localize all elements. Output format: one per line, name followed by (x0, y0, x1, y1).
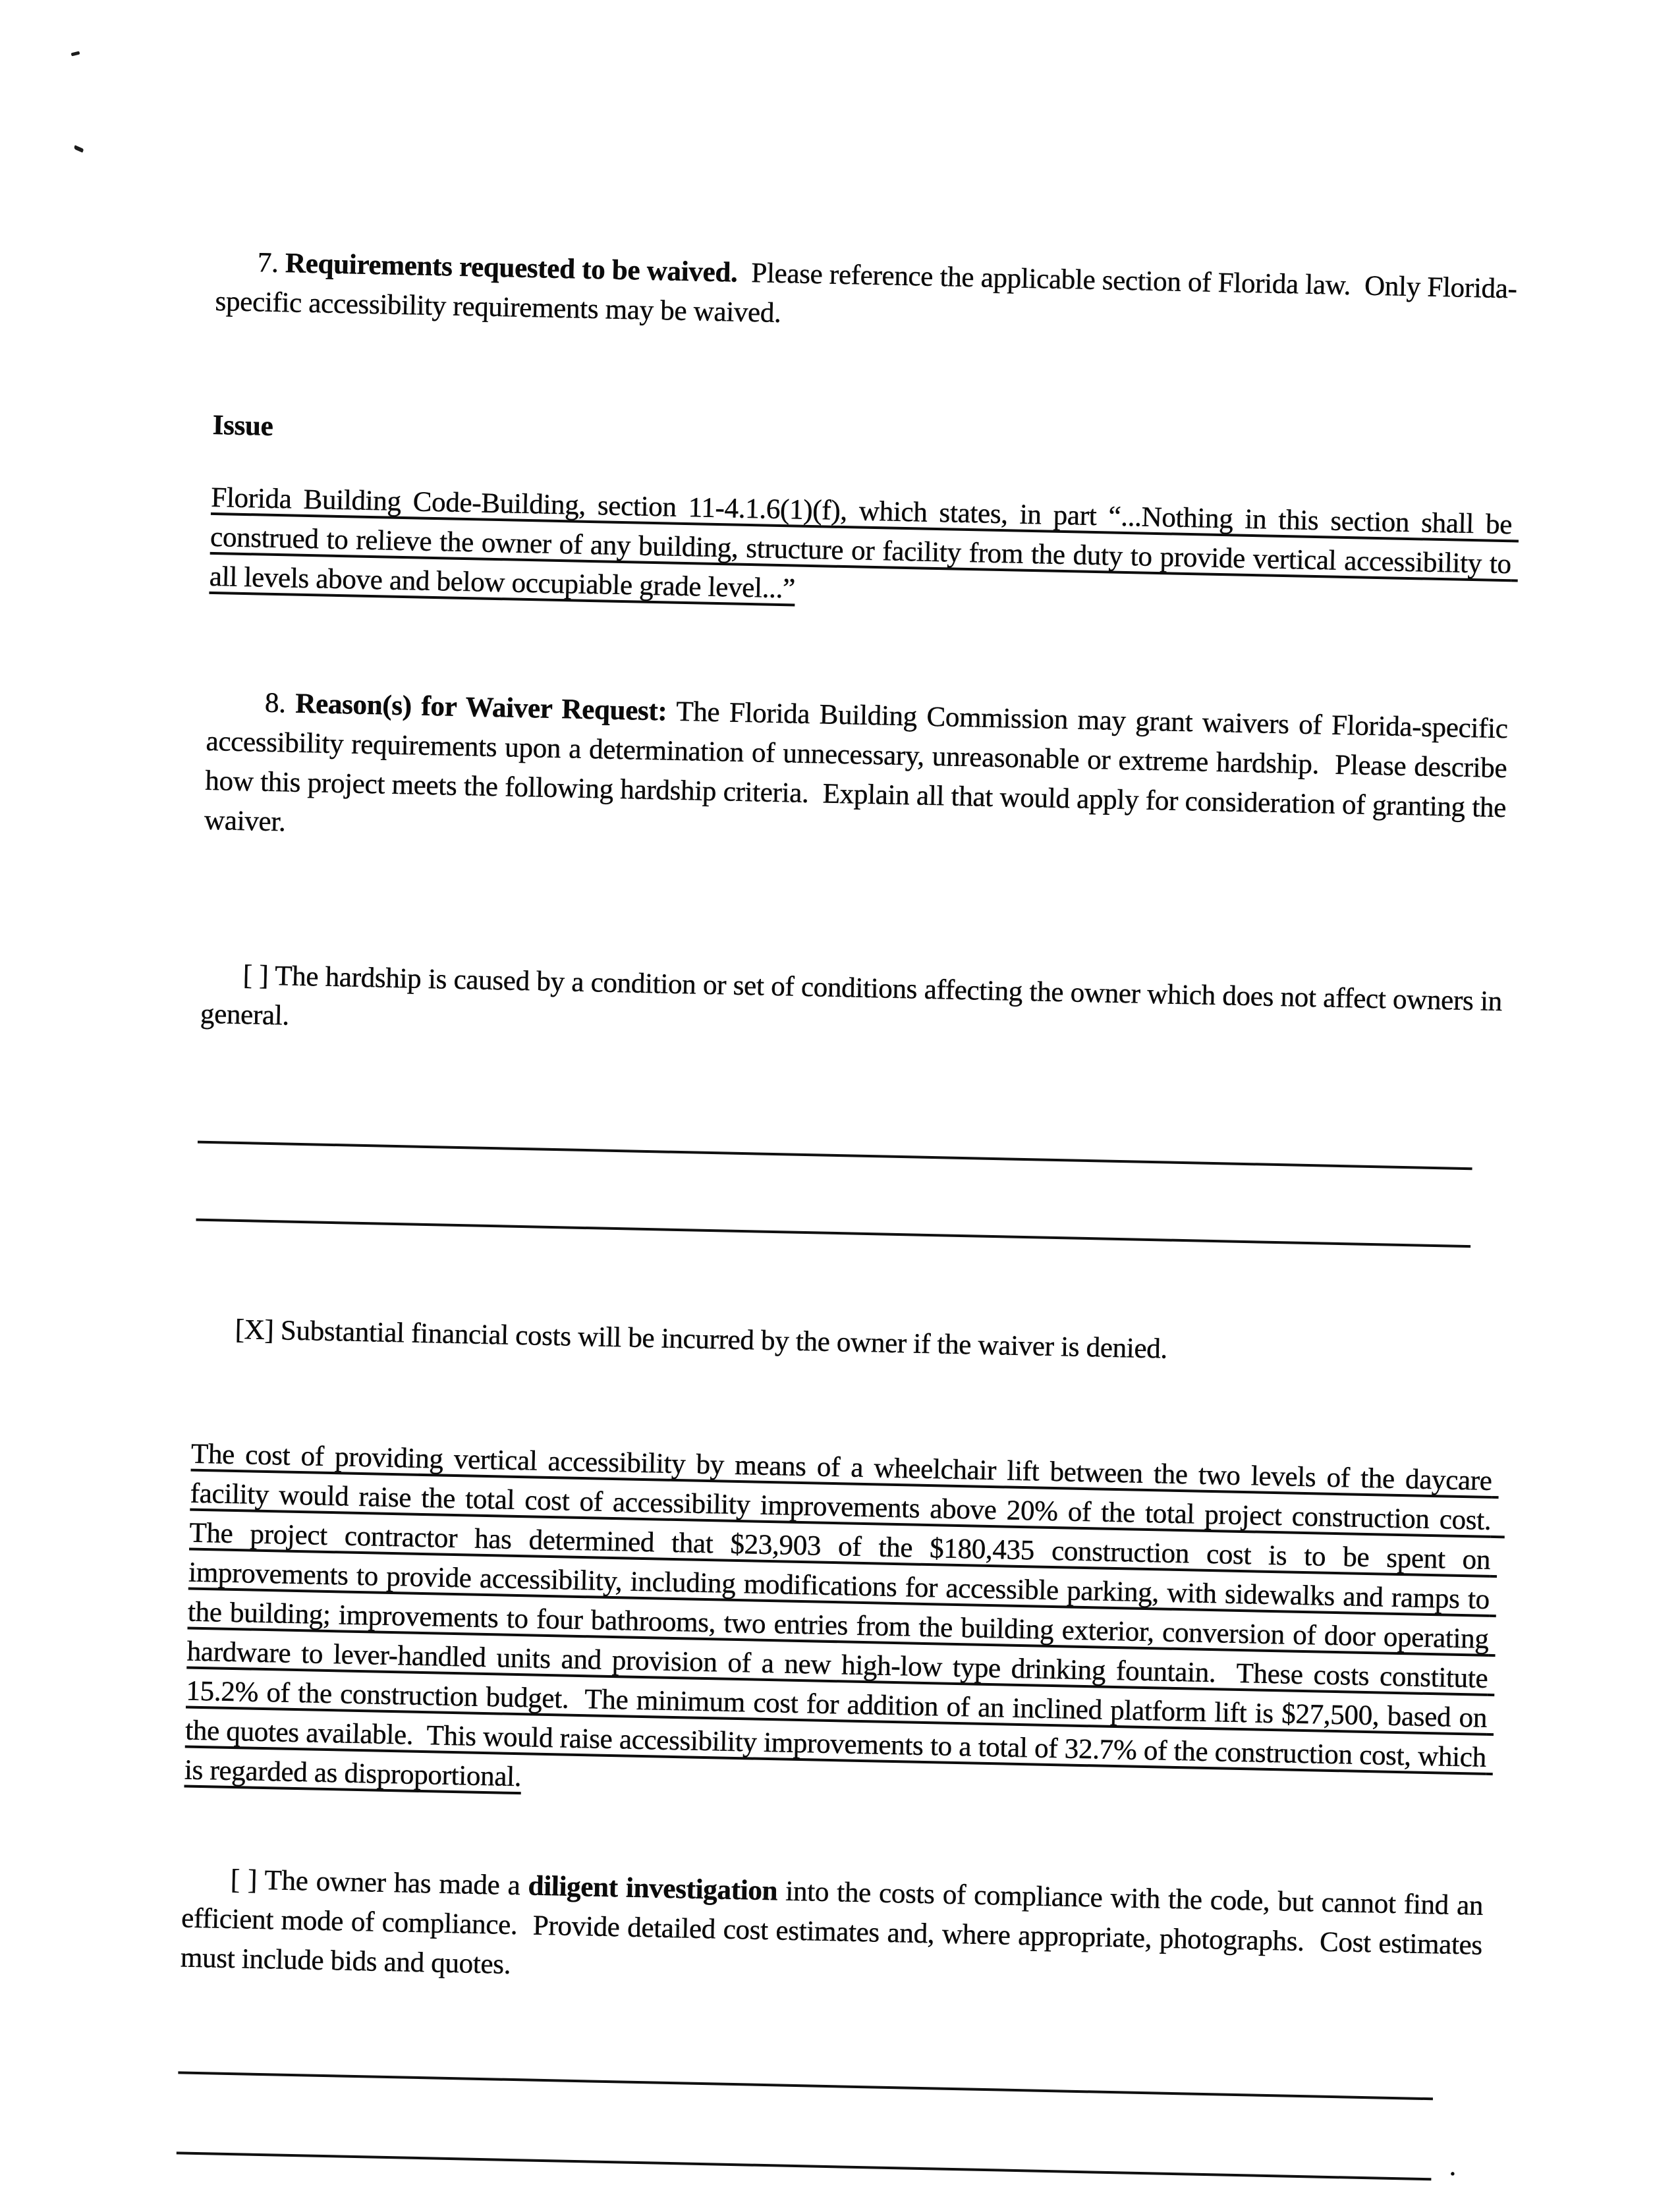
item8-paragraph (203, 643, 1515, 907)
criterion-investigation-prefix: The owner has made a (264, 1865, 529, 1902)
answer-line-1[interactable] (198, 1141, 1472, 1171)
item8-text: The Florida Building Commission may grant waivers of Florida-specific accessibility requirements upon a determination of unnecessary, unreasonable or extreme hardship. Please describe how this project meets the following hardship criteria. Explain all that would apply for consideration of granting the waiver. (204, 696, 1515, 838)
item8-number: 8. (264, 687, 296, 719)
checkbox-unchecked[interactable]: [ ] (230, 1864, 266, 1896)
cost-statement: The cost of providing vertical accessibility by means of a wheelchair lift between the two levels of the daycare facility would raise the total cost of accessibility improvements above 20% of the total project construction cost. The project contractor has determined that $23,903 of the $180,435 construction cost is to be spent on improvements to provide accessibility, including modifications for accessible parking, with sidewalks and ramps to the building; improvements to four bathrooms, two entries from the building exterior, conversion of door operating hardware to lever-handled units and provision of a new high-low type drinking fountain. These costs constitute 15.2% of the construction budget. The minimum cost for addition of an inclined platform lift is $27,500, based on the quotes available. This would raise accessibility improvements to a total of 32.7% of the construction cost, which is regarded as disproportional. (184, 1438, 1505, 1793)
answer-line-4[interactable] (177, 2150, 1457, 2182)
checkbox-unchecked[interactable]: [ ] (242, 960, 275, 992)
hardship-criterion-condition (199, 916, 1509, 1101)
hardship-criterion-financial (192, 1270, 1496, 1416)
item7-title: Requirements requested to be waived. (285, 248, 738, 289)
item7-text: Please reference the applicable section of Florida law. Only Florida-specific accessibility requirements may be waived. (215, 257, 1518, 329)
scan-speck (73, 145, 84, 153)
checkbox-checked[interactable]: [X] (235, 1314, 281, 1346)
item8-title: Reason(s) for Waiver Request: (294, 688, 667, 727)
scan-speck (71, 51, 80, 57)
item7-paragraph (214, 203, 1519, 388)
criterion-financial-text: Substantial financial costs will be incurred by the owner if the waiver is denied. (280, 1315, 1168, 1365)
issue-statement: Florida Building Code-Building, section 11-4.1.6(1)(f), which states, in part “...Nothing in this section shall be construed to relieve the owner of any building, structure or facility from the duty to provide vertical accessibility to all levels above and below occupiable grade level...” (209, 482, 1519, 605)
answer-line-2[interactable] (196, 1219, 1470, 1248)
criterion-condition-text: The hardship is caused by a condition or set of conditions affecting the owner which does not affect owners in general. (200, 960, 1509, 1032)
hardship-criterion-investigation (179, 1819, 1491, 2044)
trailing-period: . (1449, 2150, 1457, 2182)
answer-line-3[interactable] (178, 2071, 1433, 2100)
issue-heading: Issue (212, 409, 273, 442)
document-content (177, 198, 1519, 2182)
criterion-investigation-bold: diligent investigation (528, 1870, 778, 1907)
item7-number: 7. (257, 247, 286, 279)
criterion-investigation-suffix: into the costs of compliance with the code, but cannot find an efficient mode of compliance. Provide detailed cost estimates and, where appropriate, photographs. Cost estimates must include bids and quotes. (180, 1875, 1491, 1980)
